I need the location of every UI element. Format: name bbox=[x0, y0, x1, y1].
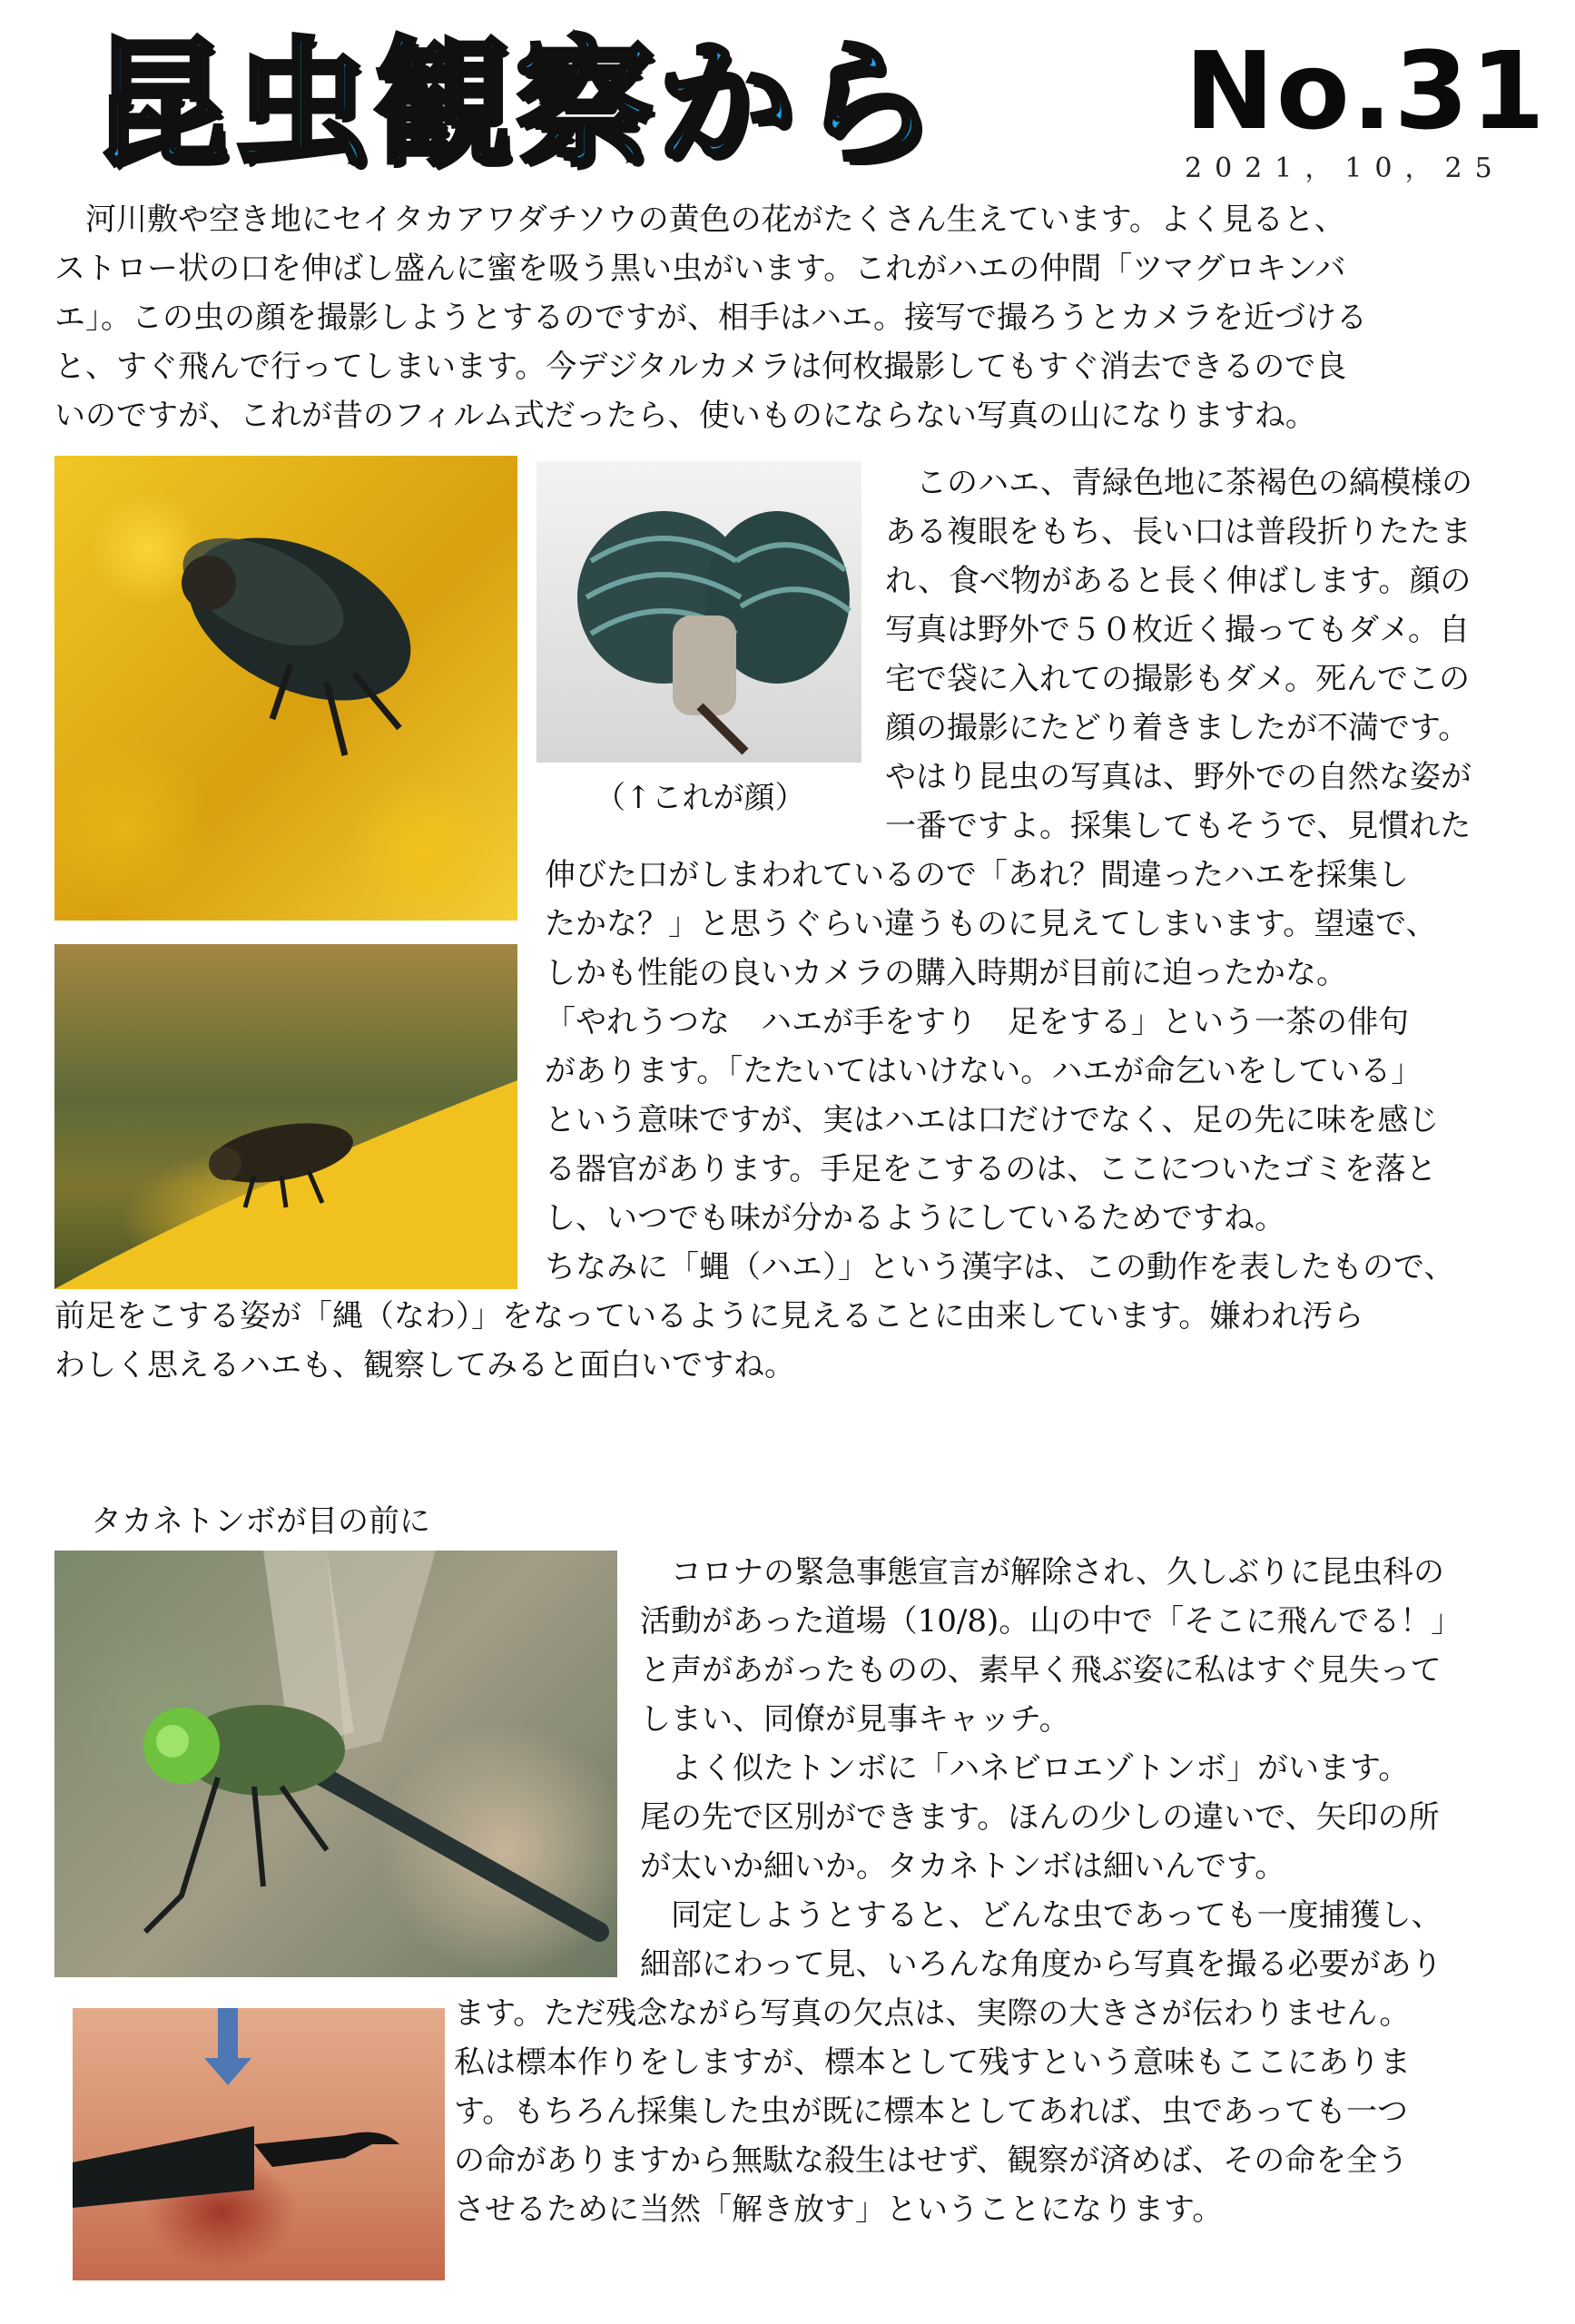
text-line: しかも性能の良いカメラの購入時期が目前に迫ったかな。 bbox=[545, 955, 1347, 991]
arrow-down-icon bbox=[204, 2008, 251, 2085]
fly-description-middle bbox=[545, 851, 1454, 1292]
text-line: 河川敷や空き地にセイタカアワダチソウの黄色の花がたくさん生えています。よく見ると、 bbox=[54, 202, 1345, 238]
fly-closing-paragraph bbox=[54, 1292, 1363, 1390]
fly-on-flower-photo bbox=[54, 944, 517, 1289]
text-line: ちなみに「蝿（ハエ）」という漢字は、この動作を表したもので、 bbox=[545, 1249, 1455, 1285]
text-line: しまい、同僚が見事キャッチ。 bbox=[640, 1701, 1070, 1738]
text-line: という意味ですが、実はハエは口だけでなく、足の先に味を感じ bbox=[545, 1102, 1440, 1138]
text-line: エ」。この虫の顔を撮影しようとするのですが、相手はハエ。接写で撮ろうとカメラを近づける bbox=[54, 300, 1368, 336]
text-line: 宅で袋に入れての撮影もダメ。死んでこの bbox=[885, 661, 1470, 697]
text-line: ストロー状の口を伸ばし盛んに蜜を吸う黒い虫がいます。これがハエの仲間「ツマグロキンバ bbox=[54, 251, 1346, 287]
text-line: 同定しようとすると、どんな虫であっても一度捕獲し、 bbox=[640, 1897, 1442, 1934]
text-line: 写真は野外で５０枚近く撮ってもダメ。自 bbox=[885, 612, 1470, 648]
text-line: 私は標本作りをしますが、標本として残すという意味もここにありま bbox=[454, 2044, 1411, 2081]
fly-side-illustration bbox=[54, 944, 517, 1289]
text-line: ます。ただ残念ながら写真の欠点は、実際の大きさが伝わりません。 bbox=[454, 1995, 1411, 2032]
text-line: と声があがったものの、素早く飛ぶ姿に私はすぐ見失って bbox=[640, 1652, 1442, 1689]
face-caption: （↑これが顔） bbox=[595, 780, 806, 816]
fly-on-goldenrod-photo bbox=[54, 456, 517, 921]
text-line: が太いか細いか。タカネトンボは細いんです。 bbox=[640, 1848, 1286, 1885]
fly-face-illustration bbox=[536, 461, 861, 763]
fly-description-right bbox=[885, 458, 1472, 851]
text-line: 細部にわって見、いろんな角度から写真を撮る必要があり bbox=[640, 1946, 1442, 1983]
dragonfly-description-right bbox=[640, 1548, 1462, 1989]
dragonfly-illustration bbox=[54, 1551, 617, 1977]
text-line: れ、食べ物があると長く伸ばします。顔の bbox=[885, 563, 1472, 599]
text-line: し、いつでも味が分かるようにしているためですね。 bbox=[545, 1200, 1285, 1236]
text-line: たかな？」と思うぐらい違うものに見えてしまいます。望遠で、 bbox=[545, 906, 1437, 942]
issue-number: No.31 bbox=[1185, 28, 1547, 153]
section-heading-dragonfly: タカネトンボが目の前に bbox=[91, 1503, 430, 1540]
text-line: させるために当然「解き放す」ということになります。 bbox=[454, 2191, 1224, 2228]
text-line: やはり昆虫の写真は、野外での自然な姿が bbox=[885, 759, 1472, 795]
text-line: よく似たトンボに「ハネビロエゾトンボ」がいます。 bbox=[640, 1750, 1410, 1787]
dragonfly-photo bbox=[54, 1551, 617, 1977]
text-line: 尾の先で区別ができます。ほんの少しの違いで、矢印の所 bbox=[640, 1799, 1440, 1836]
dragonfly-tail-photo bbox=[73, 2008, 445, 2280]
text-line: す。もちろん採集した虫が既に標本としてあれば、虫であっても一つ bbox=[454, 2093, 1408, 2130]
newsletter-title: 昆虫観察から bbox=[91, 24, 940, 184]
text-line: いのですが、これが昔のフィルム式だったら、使いものにならない写真の山になりますね。 bbox=[54, 398, 1316, 434]
dragonfly-tail-illustration bbox=[73, 2008, 445, 2280]
issue-date: 2021，10，25 bbox=[1185, 153, 1505, 184]
dragonfly-description-bottom bbox=[454, 1989, 1411, 2234]
text-line: 「やれうつな ハエが手をすり 足をする」という一茶の俳句 bbox=[545, 1004, 1409, 1040]
text-line: コロナの緊急事態宣言が解除され、久しぶりに昆虫科の bbox=[640, 1554, 1445, 1590]
text-line: の命がありますから無駄な殺生はせず、観察が済めば、その命を全う bbox=[454, 2142, 1409, 2179]
text-line: このハエ、青緑色地に茶褐色の縞模様の bbox=[885, 465, 1473, 501]
text-line: ある複眼をもち、長い口は普段折りたたま bbox=[885, 514, 1472, 550]
text-line: る器官があります。手足をこするのは、ここについたゴミを落と bbox=[545, 1151, 1437, 1187]
text-line: 前足をこする姿が「縄（なわ）」をなっているように見えることに由来しています。嫌われ汚ら bbox=[54, 1298, 1364, 1334]
text-line: わしく思えるハエも、観察してみると面白いですね。 bbox=[54, 1347, 795, 1384]
text-line: 一番ですよ。採集してもそうで、見慣れた bbox=[885, 808, 1472, 844]
text-line: と、すぐ飛んで行ってしまいます。今デジタルカメラは何枚撮影してもすぐ消去できるので良 bbox=[54, 349, 1347, 385]
text-line: 伸びた口がしまわれているので「あれ？間違ったハエを採集し bbox=[545, 857, 1409, 893]
text-line: があります。「たたいてはいけない。ハエが命乞いをしている」 bbox=[545, 1053, 1422, 1089]
fly-illustration bbox=[54, 456, 517, 921]
fly-face-closeup-photo bbox=[536, 461, 861, 763]
text-line: 活動があった道場（10/8)。山の中で「そこに飛んでる！」 bbox=[640, 1603, 1462, 1640]
intro-paragraph bbox=[54, 195, 1367, 440]
text-line: 顔の撮影にたどり着きましたが不満です。 bbox=[885, 710, 1470, 746]
